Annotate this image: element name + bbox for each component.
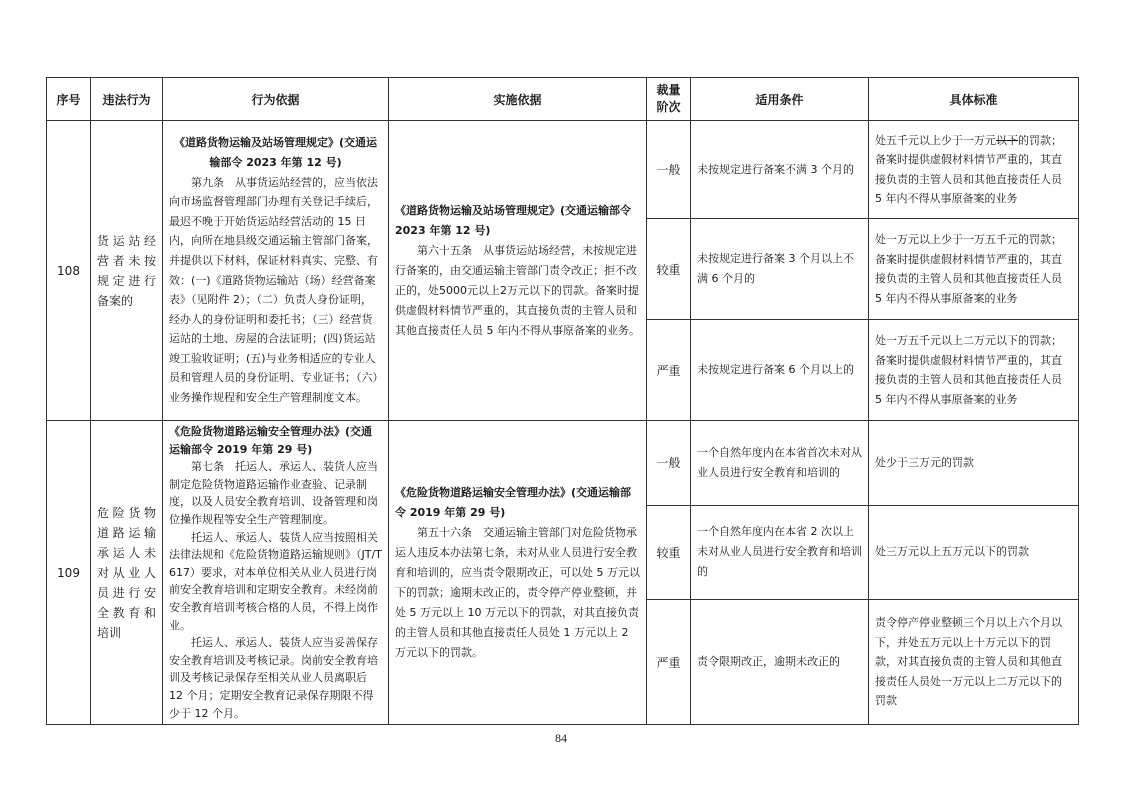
violation-text: 货运站经营者未按规定进行备案的 bbox=[91, 121, 163, 421]
condition-serious: 一个自然年度内在本省 2 次以上未对从业人员进行安全教育和培训的 bbox=[691, 505, 869, 599]
standard-serious: 处一万元以上少于一万五千元的罚款；备案时提供虚假材料情节严重的，其直接负责的主管人员和其他直接责任人员 5 年内不得从事原备案的业务 bbox=[869, 219, 1079, 320]
table-row bbox=[47, 421, 1079, 506]
page-number: 84 bbox=[555, 731, 567, 745]
header-basis: 行为依据 bbox=[163, 78, 389, 121]
basis-article: 托运人、承运人、装货人应当按照相关法律法规和《危险货物道路运输规则》（JT/T 617）要求，对本单位相关从业人员进行岗前安全教育培训和定期安全教育。未经岗前安全教育培训考核合格的人员，不得上岗作业。 bbox=[169, 530, 382, 632]
implementation-law-title: 《道路货物运输及站场管理规定》(交通运输部令 2023 年第 12 号) bbox=[395, 203, 632, 237]
level-serious: 较重 bbox=[647, 505, 691, 599]
penalty-standards-table-container bbox=[46, 77, 1078, 725]
standard-text-cont: 的罚款；备案时提供虚假材料情节严重的，其直接负责的主管人员和其他直接责任人员 5 年内不得从事原备案的业务 bbox=[875, 133, 1062, 205]
row-number: 108 bbox=[47, 121, 91, 421]
penalty-standards-table bbox=[46, 77, 1079, 725]
standard-text: 处五千元以上少于一万元 bbox=[875, 133, 996, 147]
header-no: 序号 bbox=[47, 78, 91, 121]
level-severe: 严重 bbox=[647, 599, 691, 724]
header-standard: 具体标准 bbox=[869, 78, 1079, 121]
standard-general bbox=[869, 121, 1079, 219]
level-serious: 较重 bbox=[647, 219, 691, 320]
basis-article: 托运人、承运人、装货人应当妥善保存安全教育培训及考核记录。岗前安全教育培训及考核记录保存至相关从业人员离职后 12 个月；定期安全教育记录保存期限不得少于 12 个月。 bbox=[169, 636, 378, 720]
header-level: 裁量阶次 bbox=[647, 78, 691, 121]
implementation-law-title: 《危险货物道路运输安全管理办法》(交通运输部令 2019 年第 29 号) bbox=[395, 485, 632, 519]
standard-severe: 责令停产停业整顿三个月以上六个月以下，并处五万元以上十万元以下的罚款，对其直接负责的主管人员和其他直接责任人员处一万元以上二万元以下的罚款 bbox=[869, 599, 1079, 724]
level-general: 一般 bbox=[647, 421, 691, 506]
basis-law-title: 《道路货物运输及站场管理规定》(交通运输部令 2023 年第 12 号) bbox=[173, 136, 378, 169]
struck-text: 以下 bbox=[996, 133, 1018, 147]
basis-article: 第九条 从事货运站经营的，应当依法向市场监督管理部门办理有关登记手续后，最迟不晚于开始货运站经营活动的 15 日内，向所在地县级交通运输主管部门备案，并提供以下材料，保证材料真实、完整、有效：(一)《道路货物运输站（场）经营备案表》（见附件 2）；（二）负责人身份证明，经办人的身份证明和委托书；（三）经营货运站的土地、房屋的合法证明；(四)货运站竣工验收证明；(五)与业务相适应的专业人员和管理人员的身份证明、专业证书；（六）业务操作规程和安全生产管理制度文本。 bbox=[169, 175, 378, 405]
violation-text: 危险货物道路运输承运人未对从业人员进行安全教育和培训 bbox=[91, 421, 163, 725]
header-violation: 违法行为 bbox=[91, 78, 163, 121]
standard-severe: 处一万五千元以上二万元以下的罚款；备案时提供虚假材料情节严重的，其直接负责的主管人员和其他直接责任人员 5 年内不得从事原备案的业务 bbox=[869, 320, 1079, 421]
implementation-article: 第五十六条 交通运输主管部门对危险货物承运人违反本办法第七条，未对从业人员进行安全教育和培训的，应当责令限期改正，可以处 5 万元以下的罚款；逾期未改正的，责令停产停业整顿，并处 5 万元以上 10 万元以下的罚款，对其直接负责的主管人员和其他直接责任人员处 1 万元以上 2 万元以下的罚款。 bbox=[395, 525, 640, 659]
implementation-article: 第六十五条 从事货运站场经营，未按规定进行备案的，由交通运输主管部门责令改正；拒不改正的，处5000元以上2万元以下的罚款。备案时提供虚假材料情节严重的，其直接负责的主管人员和其他直接责任人员 5 年内不得从事原备案的业务。 bbox=[395, 243, 640, 337]
condition-general: 一个自然年度内在本省首次未对从业人员进行安全教育和培训的 bbox=[691, 421, 869, 506]
table-row bbox=[47, 121, 1079, 219]
implementation-cell bbox=[389, 121, 647, 421]
level-severe: 严重 bbox=[647, 320, 691, 421]
basis-cell bbox=[163, 121, 389, 421]
condition-severe: 责令限期改正，逾期未改正的 bbox=[691, 599, 869, 724]
row-number: 109 bbox=[47, 421, 91, 725]
condition-serious: 未按规定进行备案 3 个月以上不满 6 个月的 bbox=[691, 219, 869, 320]
header-implementation: 实施依据 bbox=[389, 78, 647, 121]
basis-article: 第七条 托运人、承运人、装货人应当制定危险货物道路运输作业查验、记录制度，以及人员安全教育培训、设备管理和岗位操作规程等安全生产管理制度。 bbox=[169, 460, 378, 526]
condition-general: 未按规定进行备案不满 3 个月的 bbox=[691, 121, 869, 219]
standard-general: 处少于三万元的罚款 bbox=[869, 421, 1079, 506]
level-general: 一般 bbox=[647, 121, 691, 219]
implementation-cell bbox=[389, 421, 647, 725]
header-condition: 适用条件 bbox=[691, 78, 869, 121]
table-header-row bbox=[47, 78, 1079, 121]
basis-cell bbox=[163, 421, 389, 725]
condition-severe: 未按规定进行备案 6 个月以上的 bbox=[691, 320, 869, 421]
standard-serious: 处三万元以上五万元以下的罚款 bbox=[869, 505, 1079, 599]
basis-law-title: 《危险货物道路运输安全管理办法》(交通运输部令 2019 年第 29 号) bbox=[169, 425, 373, 456]
